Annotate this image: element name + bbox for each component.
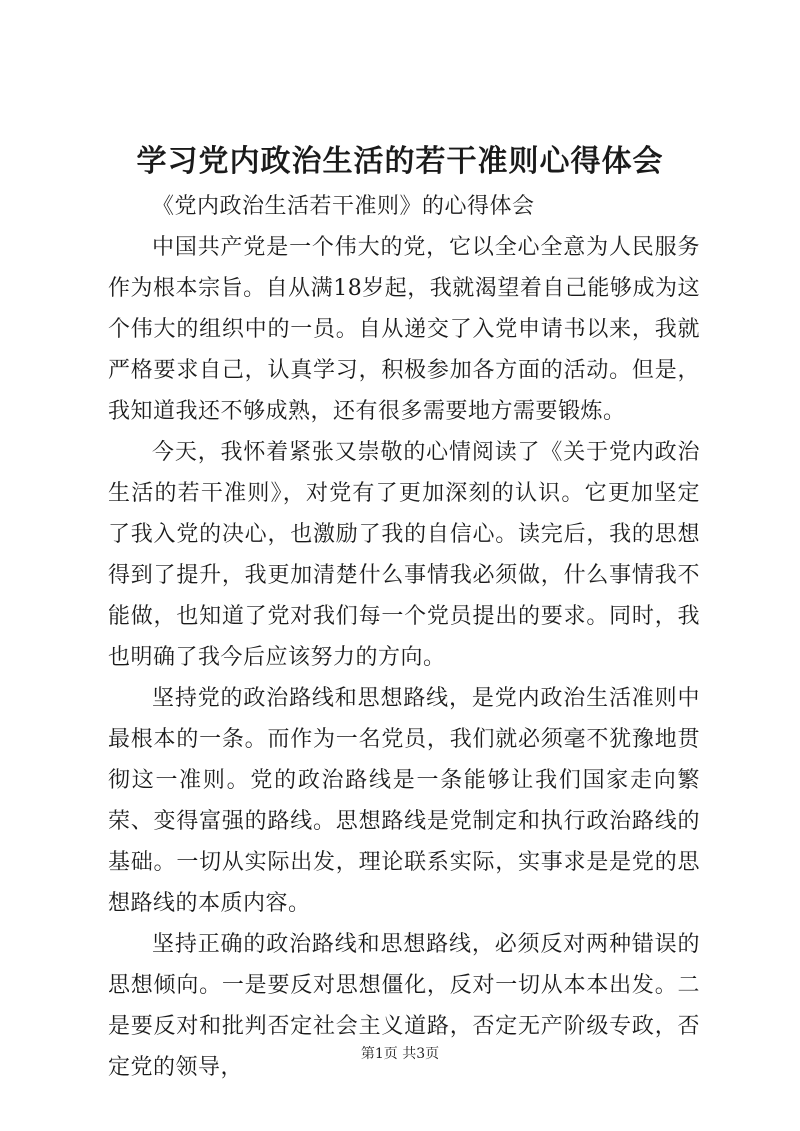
body-paragraph: 中国共产党是一个伟大的党，它以全心全意为人民服务作为根本宗旨。自从满18岁起，我就渴望着自己能够成为这个伟大的组织中的一员。自从递交了入党申请书以来，我就严格要求自己，认真学习，积极参加各方面的活动。但是，我知道我还不够成熟，还有很多需要地方需要锻炼。 bbox=[108, 235, 700, 424]
document-title: 学习党内政治生活的若干准则心得体会 bbox=[136, 144, 664, 179]
body-paragraph: 坚持正确的政治路线和思想路线，必须反对两种错误的思想倾向。一是要反对思想僵化，反对一切从本本出发。二是要反对和批判否定社会主义道路，否定无产阶级专政，否定党的领导， bbox=[108, 932, 700, 1080]
body-paragraph: 今天，我怀着紧张又崇敬的心情阅读了《关于党内政治生活的若干准则》，对党有了更加深刻的认识。它更加坚定了我入党的决心，也激励了我的自信心。读完后，我的思想得到了提升，我更加清楚什么事情我必须做，什么事情我不能做，也知道了党对我们每一个党员提出的要求。同时，我也明确了我今后应该努力的方向。 bbox=[108, 440, 700, 670]
subtitle-paragraph: 《党内政治生活若干准则》的心得体会 bbox=[152, 194, 535, 219]
page-footer: 第1页 共3页 bbox=[360, 1046, 440, 1062]
document-body bbox=[108, 186, 700, 1088]
body-paragraph: 坚持党的政治路线和思想路线，是党内政治生活准则中最根本的一条。而作为一名党员，我们就必须毫不犹豫地贯彻这一准则。党的政治路线是一条能够让我们国家走向繁荣、变得富强的路线。思想路线是党制定和执行政治路线的基础。一切从实际出发，理论联系实际，实事求是是党的思想路线的本质内容。 bbox=[108, 686, 700, 916]
